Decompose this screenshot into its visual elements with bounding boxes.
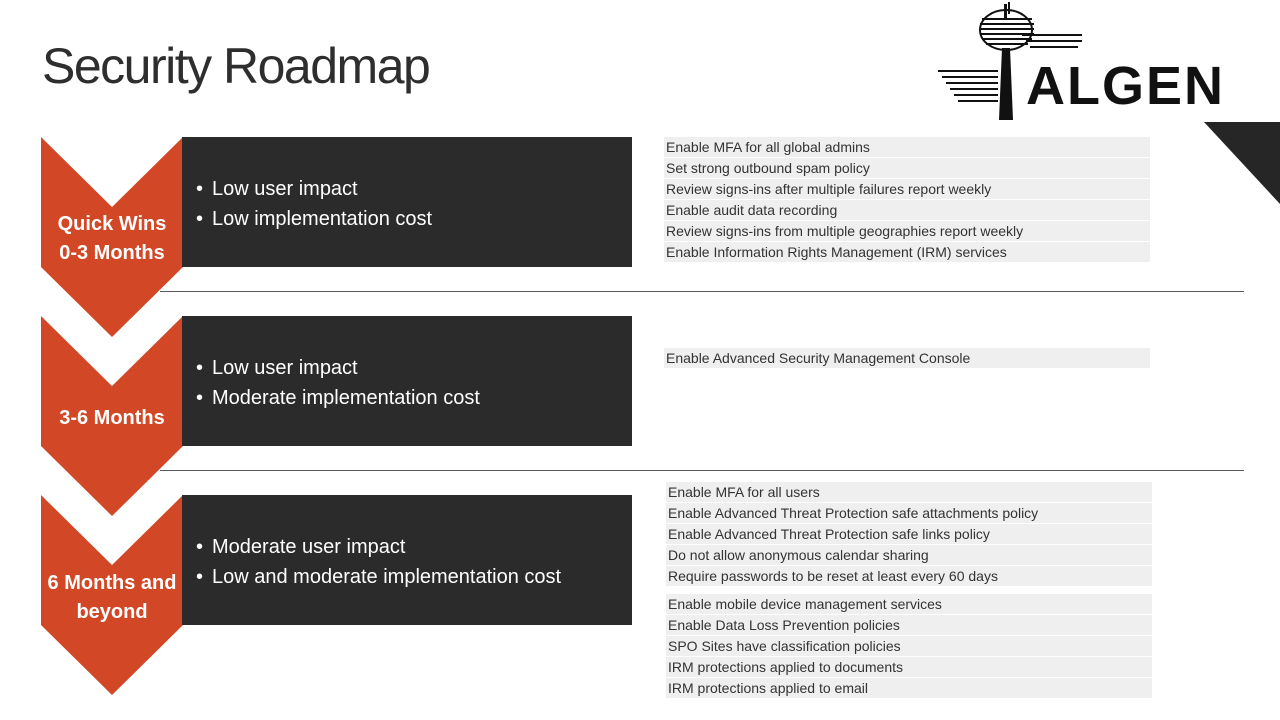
phase-label-quick-wins: Quick Wins 0-3 Months [57,213,167,264]
list-item: IRM protections applied to email [668,680,868,696]
cost-bullet: • Moderate implementation cost [196,387,480,409]
section-divider [160,470,1244,471]
list-item: Enable Advanced Threat Protection safe links policy [666,524,1152,545]
impact-bullet: • Low user impact [196,178,358,200]
phase-summary-box-3 [182,495,632,625]
phase-summary-box-1 [182,137,632,267]
impact-bullet: • Low user impact [196,357,358,379]
list-item: Enable mobile device management services [666,594,1152,615]
list-item: Enable MFA for all users [666,482,1152,503]
list-item: Require passwords to be reset at least every 60 days [668,568,998,584]
list-item: Enable MFA for all global admins [664,137,1150,158]
phase-label-6-months-beyond: 6 Months and beyond [47,572,177,623]
corner-triangle [1204,122,1280,204]
list-item: Review signs-ins from multiple geographies report weekly [664,221,1150,242]
algen-logo [938,0,1250,126]
action-list-phase-1 [664,137,1150,262]
list-item: SPO Sites have classification policies [666,636,1152,657]
list-item: Enable Data Loss Prevention policies [666,615,1152,636]
slide-title: Security Roadmap [42,38,430,94]
list-item: Enable audit data recording [664,200,1150,221]
action-list-phase-3b [666,594,1152,698]
list-item: Enable Advanced Security Management Console [666,350,971,366]
phase-label-3-6-months: 3-6 Months [59,407,165,429]
cost-bullet: • Low implementation cost [196,208,433,230]
list-item: IRM protections applied to documents [666,657,1152,678]
section-divider [160,291,1244,292]
phase-summary-box-2 [182,316,632,446]
impact-bullet: • Moderate user impact [196,536,406,558]
cost-bullet: • Low and moderate implementation cost [196,566,562,588]
list-item: Do not allow anonymous calendar sharing [666,545,1152,566]
logo-text: ALGEN [1026,56,1225,116]
list-item: Set strong outbound spam policy [664,158,1150,179]
list-item: Review signs-ins after multiple failures report weekly [664,179,1150,200]
list-item: Enable Information Rights Management (IRM) services [666,244,1007,260]
action-list-phase-3a [666,482,1152,586]
list-item: Enable Advanced Threat Protection safe attachments policy [666,503,1152,524]
action-list-phase-2 [664,348,1150,368]
